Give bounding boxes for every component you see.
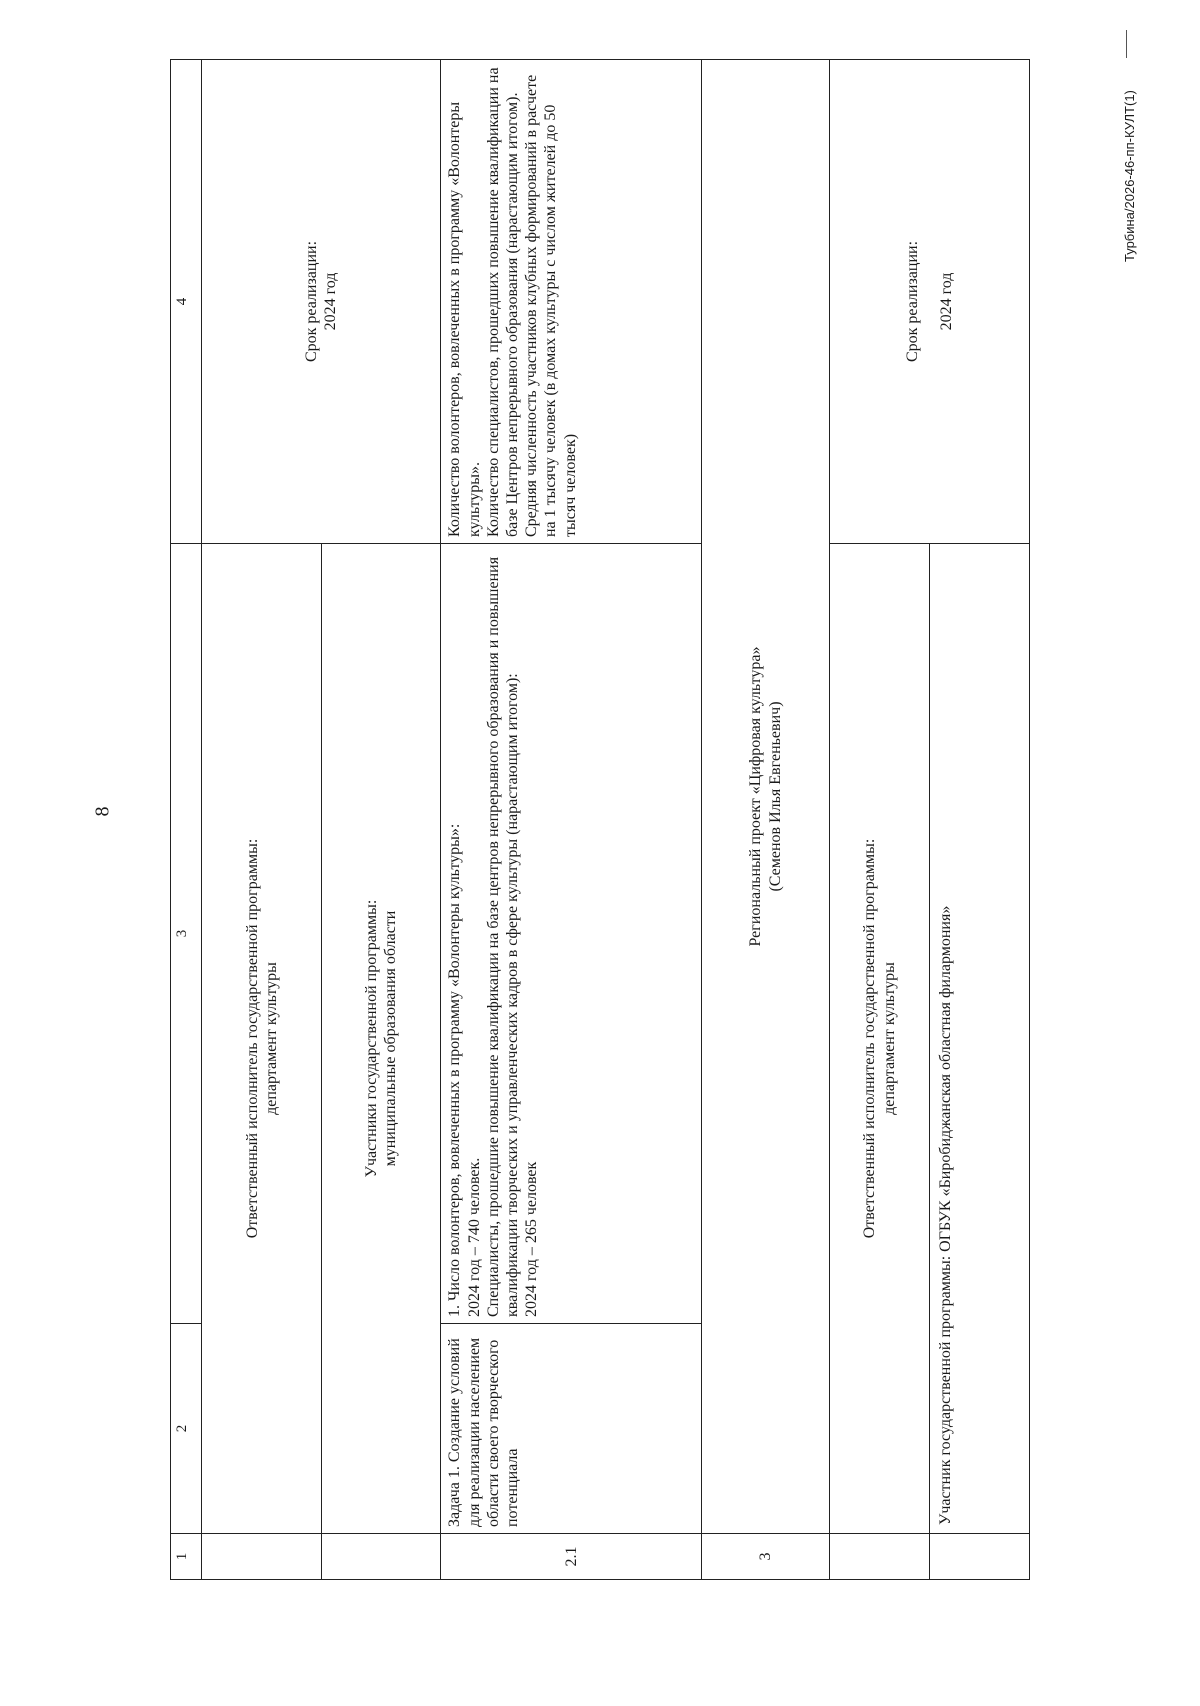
term-cell [830, 60, 1030, 544]
indicator-line: Количество волонтеров, вовлеченных в программу «Волонтеры культуры». [446, 101, 483, 537]
header-col-4: 4 [171, 60, 202, 544]
participants-value: муниципальные образования области [382, 910, 400, 1167]
term-label: Срок реализации: [303, 240, 321, 363]
result-line: 1. Число волонтеров, вовлеченных в программу «Волонтеры культуры»: [446, 823, 464, 1317]
row-number-cell [202, 1534, 321, 1580]
regional-project-cell [702, 60, 830, 1534]
footer-divider [1126, 30, 1127, 58]
table-header-row [171, 60, 202, 1580]
row-number-cell [830, 1534, 930, 1580]
page-number: 8 [91, 806, 114, 817]
header-col-3: 3 [171, 544, 202, 1324]
responsible-executor-cell [830, 544, 930, 1534]
row-number-cell: 3 [702, 1534, 830, 1580]
task-cell: Задача 1. Создание условий для реализации населением области своего творческого потенциала [441, 1324, 702, 1534]
row-number-cell: 2.1 [441, 1534, 702, 1580]
term-cell [202, 60, 441, 544]
indicator-line: Количество специалистов, прошедших повышение квалификации на базе Центров непрерывного образования (нарастающим итогом). [484, 67, 521, 537]
row-number-cell [930, 1534, 1030, 1580]
indicators-cell [441, 60, 702, 544]
regional-project-head: (Семенов Илья Евгеньевич) [766, 701, 784, 892]
header-col-1: 1 [171, 1534, 202, 1580]
responsible-executor-cell [202, 544, 321, 1534]
result-line: Специалисты, прошедшие повышение квалификации на базе центров непрерывного образования и повышения квалификации творческих и управленческих кадров в сфере культуры (нарастающим итогом): [484, 556, 521, 1317]
table-wrapper [170, 60, 1030, 1580]
results-cell [441, 544, 702, 1324]
program-table [170, 59, 1030, 1580]
responsible-executor-label: Ответственный исполнитель государственной программы: [243, 838, 261, 1239]
indicator-line: Средняя численность участников клубных формирований в расчете на 1 тысячу человек (в домах культуры с числом жителей до 50 тысяч человек) [523, 74, 579, 537]
header-col-2: 2 [171, 1324, 202, 1534]
term-value: 2024 год [937, 272, 955, 331]
responsible-executor-value: департамент культуры [880, 962, 898, 1115]
regional-project-title: Региональный проект «Цифровая культура» [747, 646, 765, 947]
table-row [702, 60, 830, 1580]
result-line: 2024 год – 265 человек [523, 1161, 541, 1317]
responsible-executor-value: департамент культуры [262, 962, 280, 1115]
table-row [441, 60, 702, 1580]
responsible-executor-label: Ответственный исполнитель государственной программы: [861, 838, 879, 1239]
participants-label: Участники государственной программы: [362, 899, 380, 1178]
result-line: 2024 год – 740 человек. [465, 1157, 483, 1317]
participant-cell: Участник государственной программы: ОГБУК «Биробиджанская областная филармония» [930, 544, 1030, 1534]
rotated-table-container [170, 60, 1030, 1580]
footer-code: Турбина/2026-46-пп-КУЛТ(1) [1122, 90, 1137, 262]
row-number-cell [321, 1534, 440, 1580]
term-value: 2024 год [322, 272, 340, 331]
table-row [830, 60, 930, 1580]
table-row [202, 60, 321, 1580]
participants-cell [321, 544, 440, 1534]
term-label: Срок реализации: [904, 240, 922, 363]
